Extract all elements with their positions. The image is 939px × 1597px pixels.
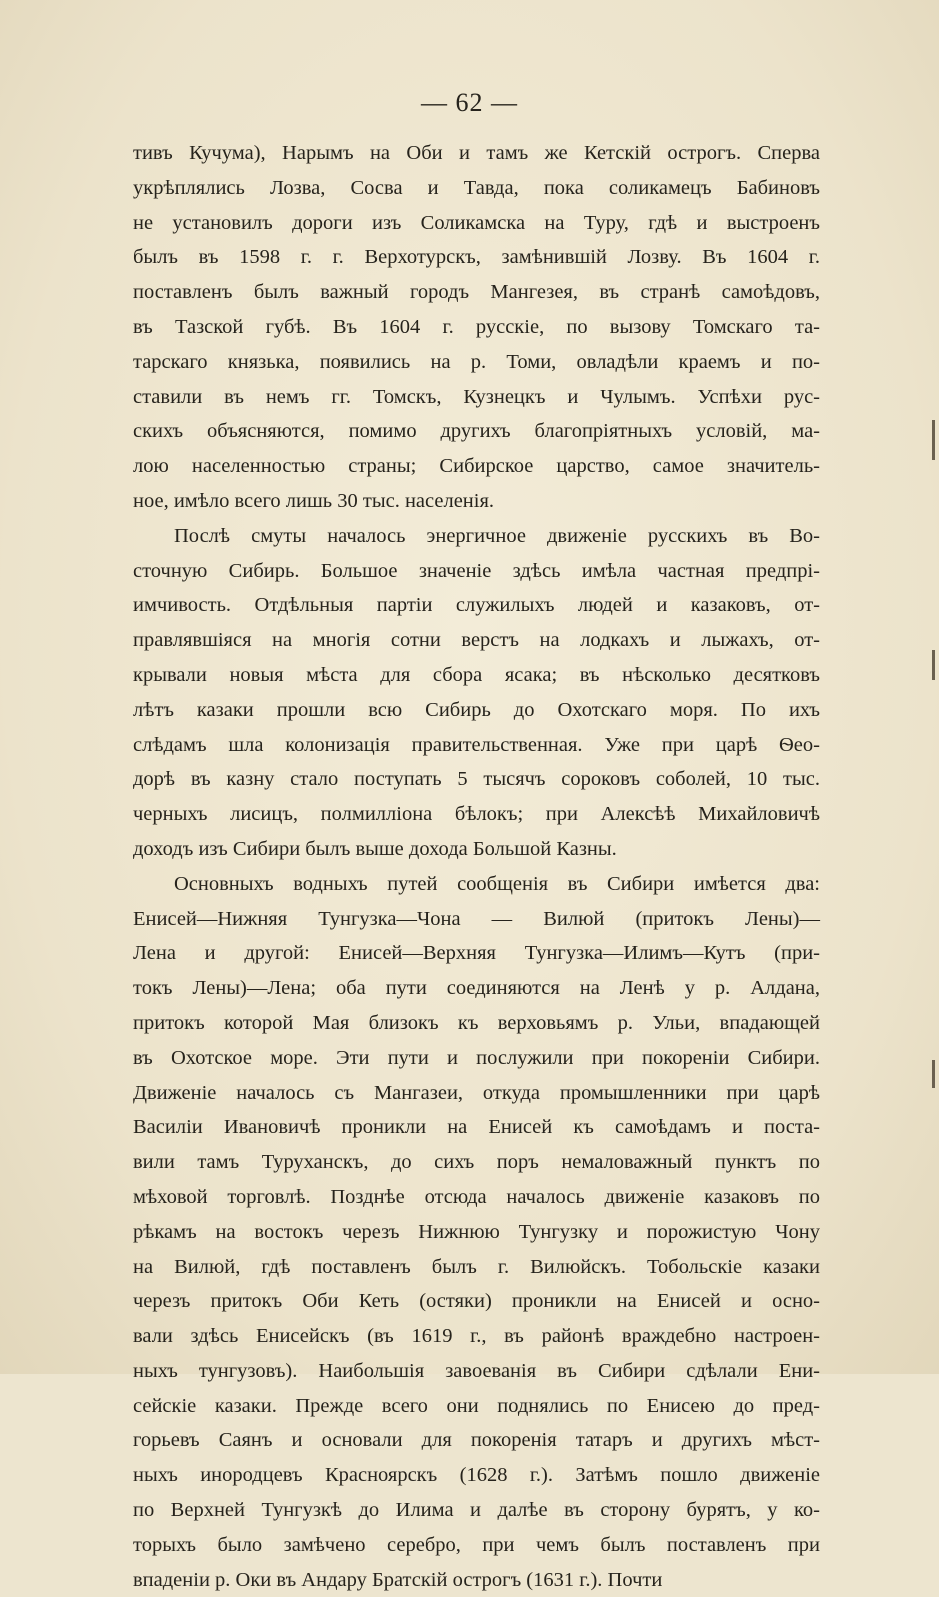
- text-line: ныхъ инородцевъ Красноярскъ (1628 г.). Затѣмъ пошло движеніе: [133, 1464, 820, 1487]
- text-line: токъ Лены)—Лена; оба пути соединяются на Ленѣ у р. Алдана,: [133, 977, 820, 1000]
- page-edge-mark: [932, 420, 935, 460]
- text-line: ныхъ тунгузовъ). Наибольшія завоеванія въ Сибири сдѣлали Ени-: [133, 1359, 820, 1382]
- paragraph: [133, 136, 820, 519]
- text-line: Послѣ смуты началось энергичное движеніе русскихъ въ Во-: [174, 524, 820, 547]
- text-line: правлявшіяся на многія сотни верстъ на лодкахъ и лыжахъ, от-: [133, 629, 820, 652]
- text-line: ное, имѣло всего лишь 30 тыс. населенія.: [133, 489, 495, 512]
- text-line: вали здѣсь Енисейскъ (въ 1619 г., въ районѣ враждебно настроен-: [133, 1325, 820, 1348]
- text-line: слѣдамъ шла колонизація правительственная. Уже при царѣ Ѳео-: [133, 733, 820, 756]
- text-line: имчивость. Отдѣльныя партіи служилыхъ людей и казаковъ, от-: [133, 594, 820, 617]
- text-line: тарскаго князька, появились на р. Томи, овладѣли краемъ и по-: [133, 350, 820, 373]
- text-line: доходъ изъ Сибири былъ выше дохода Большой Казны.: [133, 837, 617, 860]
- text-line: лою населенностью страны; Сибирское царство, самое значитель-: [133, 455, 820, 478]
- text-line: тивъ Кучума), Нарымъ на Оби и тамъ же Кетскій острогъ. Сперва: [133, 142, 820, 164]
- text-line: по Верхней Тунгузкѣ до Илима и далѣе въ сторону бурятъ, у ко-: [133, 1499, 820, 1522]
- text-line: сейскіе казаки. Прежде всего они поднялись по Енисею до пред-: [133, 1394, 820, 1417]
- text-line: Енисей—Нижняя Тунгузка—Чона — Вилюй (притокъ Лены)—: [133, 907, 820, 930]
- text-line: черезъ притокъ Оби Кеть (остяки) проникли на Енисей и осно-: [133, 1290, 820, 1313]
- text-line: въ Тазской губѣ. Въ 1604 г. русскіе, по вызову Томскаго та-: [133, 315, 820, 338]
- text-line: горьевъ Саянъ и основали для покоренія татаръ и другихъ мѣст-: [133, 1429, 820, 1452]
- text-line: укрѣплялись Лозва, Сосва и Тавда, пока соликамецъ Бабиновъ: [133, 176, 820, 199]
- text-line: поставленъ былъ важный городъ Мангезея, въ странѣ самоѣдовъ,: [133, 281, 820, 304]
- text-line: скихъ объясняются, помимо другихъ благопріятныхъ условій, ма-: [133, 420, 820, 443]
- page-edge-mark: [932, 650, 935, 680]
- text-line: Василіи Ивановичѣ проникли на Енисей къ самоѣдамъ и поста-: [133, 1116, 820, 1139]
- text-line: на Вилюй, гдѣ поставленъ былъ г. Вилюйскъ. Тобольскіе казаки: [133, 1255, 820, 1278]
- text-line: черныхъ лисицъ, полмилліона бѣлокъ; при Алексѣѣ Михайловичѣ: [133, 803, 820, 826]
- text-line: лѣтъ казаки прошли всю Сибирь до Охотскаго моря. По ихъ: [133, 698, 820, 721]
- body-text: [133, 136, 820, 1597]
- text-line: торыхъ было замѣчено серебро, при чемъ былъ поставленъ при: [133, 1533, 820, 1556]
- text-line: рѣкамъ на востокъ черезъ Нижнюю Тунгузку и порожистую Чону: [133, 1220, 820, 1243]
- text-line: впаденіи р. Оки въ Андару Братскій острогъ (1631 г.). Почти: [133, 1568, 663, 1591]
- text-line: Лена и другой: Енисей—Верхняя Тунгузка—Илимъ—Кутъ (при-: [133, 942, 820, 965]
- text-line: сточную Сибирь. Большое значеніе здѣсь имѣла частная предпрі-: [133, 559, 820, 582]
- text-line: крывали новыя мѣста для сбора ясака; въ нѣсколько десятковъ: [133, 663, 820, 686]
- text-line: не установилъ дороги изъ Соликамска на Туру, гдѣ и выстроенъ: [133, 211, 820, 234]
- text-line: въ Охотское море. Эти пути и послужили при покореніи Сибири.: [133, 1046, 820, 1069]
- text-line: Движеніе началось съ Мангазеи, откуда промышленники при царѣ: [133, 1081, 820, 1104]
- text-line: дорѣ въ казну стало поступать 5 тысячъ сороковъ соболей, 10 тыс.: [133, 768, 820, 791]
- text-line: мѣховой торговлѣ. Позднѣе отсюда началось движеніе казаковъ по: [133, 1185, 820, 1208]
- paragraph: [133, 519, 820, 867]
- page-number: — 62 —: [421, 88, 518, 117]
- text-line: былъ въ 1598 г. г. Верхотурскъ, замѣнившій Лозву. Въ 1604 г.: [133, 246, 820, 269]
- text-line: притокъ которой Мая близокъ къ верховьямъ р. Ульи, впадающей: [133, 1011, 820, 1034]
- page-edge-mark: [932, 1060, 935, 1088]
- text-line: Основныхъ водныхъ путей сообщенія въ Сибири имѣется два:: [174, 872, 820, 895]
- text-line: вили тамъ Туруханскъ, до сихъ поръ немаловажный пунктъ по: [133, 1151, 820, 1174]
- paragraph: [133, 867, 820, 1597]
- text-line: ставили въ немъ гг. Томскъ, Кузнецкъ и Чулымъ. Успѣхи рус-: [133, 385, 820, 408]
